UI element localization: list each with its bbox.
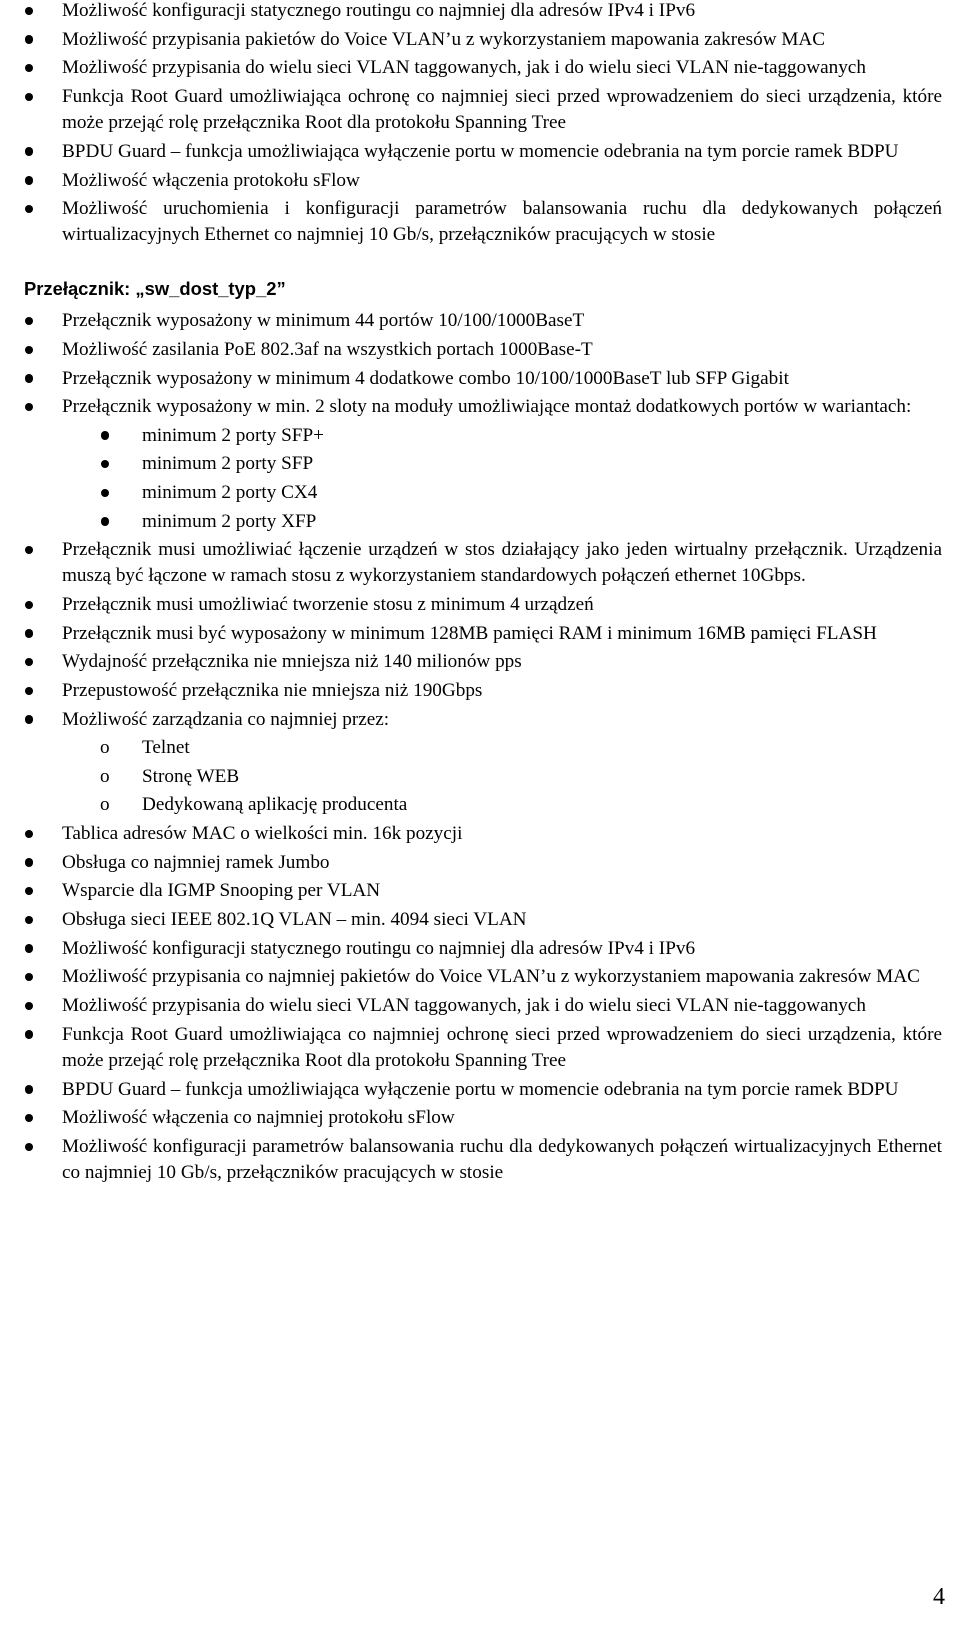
list-item-text: Obsługa co najmniej ramek Jumbo [62,851,330,873]
list-item-text: Tablica adresów MAC o wielkości min. 16k pozycji [62,823,463,844]
list-item [24,337,946,363]
sub-list-item-text: minimum 2 porty SFP+ [142,424,324,446]
sub-list-item [62,792,942,818]
sub-list-item-text: Dedykowaną aplikację producenta [142,794,408,816]
management-option-list [62,735,942,818]
list-item [24,878,946,904]
list-item [24,1022,946,1074]
list-item-text: Przełącznik musi umożliwiać łączenie urządzeń w stos działający jako jeden wirtualny przełącznik. Urządzenia muszą być łączone w ramach stosu z wykorzystaniem standardowych połączeń ethernet 10Gbps. [62,539,942,587]
sub-list-item-text: Stronę WEB [142,765,240,787]
list-item-text: Przełącznik wyposażony w minimum 44 portów 10/100/1000BaseT [62,310,585,332]
list-item [24,1134,946,1186]
list-item-text: BPDU Guard – funkcja umożliwiająca wyłączenie portu w momencie odebrania na tym porcie ramek BDPU [62,1078,899,1100]
list-item [24,537,946,589]
bullet-icon [25,176,33,184]
sub-list-item-text: Telnet [142,736,190,758]
list-item-text: Przełącznik wyposażony w min. 2 sloty na moduły umożliwiające montaż dodatkowych portów w wariantach: [62,396,912,418]
list-item-text: Obsługa sieci IEEE 802.1Q VLAN – min. 4094 sieci VLAN [62,909,527,931]
list-item-text: BPDU Guard – funkcja umożliwiająca wyłączenie portu w momencie odebrania na tym porcie ramek BDPU [62,140,899,162]
list-item [24,394,946,534]
list-item-text: Możliwość konfiguracji parametrów balansowania ruchu dla dedykowanych połączeń wirtualizacyjnych Ethernet co najmniej 10 Gb/s, przełączników pracujących w stosie [62,1135,942,1184]
bullet-icon [25,1030,33,1038]
bullet-icon [25,64,33,72]
list-item [24,678,946,704]
section-heading: Przełącznik: „sw_dost_typ_2” [24,278,286,300]
list-item [24,907,946,933]
list-item-text: Możliwość włączenia co najmniej protokołu sFlow [62,1107,455,1129]
bullet-icon [101,489,109,497]
list-item-text: Możliwość zasilania PoE 802.3af na wszystkich portach 1000Base-T [62,339,593,361]
list-item [24,1077,946,1103]
list-item-text: Możliwość włączenia protokołu sFlow [62,169,360,191]
bullet-icon [25,916,33,924]
list-item-text: Możliwość przypisania co najmniej pakietów do Voice VLAN’u z wykorzystaniem mapowania zakresów MAC [62,966,920,988]
list-item-text: Wsparcie dla IGMP Snooping per VLAN [62,880,381,902]
list-item [24,0,946,24]
bullet-icon [25,1085,33,1093]
sub-list-item [62,423,942,449]
sub-list-item-text: minimum 2 porty SFP [142,453,314,475]
bullet-icon [25,546,33,554]
bullet-icon [25,658,33,666]
bullet-icon [25,403,33,411]
list-item-text: Przepustowość przełącznika nie mniejsza niż 190Gbps [62,680,483,702]
sub-list-item [62,764,942,790]
slot-variant-list [62,423,942,535]
sub-list-item [62,451,942,477]
list-item [24,27,946,53]
feature-list-section1 [24,0,946,248]
bullet-icon [25,629,33,637]
list-item [24,993,946,1019]
list-item-text: Możliwość konfiguracji statycznego routingu co najmniej dla adresów IPv4 i IPv6 [62,937,696,959]
circle-marker-icon: o [100,736,110,758]
bullet-icon [101,460,109,468]
bullet-icon [25,35,33,43]
bullet-icon [25,1002,33,1010]
circle-marker-icon: o [100,765,110,787]
sub-list-item [62,480,942,506]
bullet-icon [25,944,33,952]
list-item-text: Możliwość przypisania do wielu sieci VLAN taggowanych, jak i do wielu sieci VLAN nie-taggowanych [62,995,866,1017]
bullet-icon [25,887,33,895]
sub-list-item-text: minimum 2 porty XFP [142,510,317,532]
bullet-icon [25,858,33,866]
bullet-icon [25,346,33,354]
list-item-text: Przełącznik musi umożliwiać tworzenie stosu z minimum 4 urządzeń [62,594,594,616]
list-item-text: Przełącznik wyposażony w minimum 4 dodatkowe combo 10/100/1000BaseT lub SFP Gigabit [62,367,789,389]
bullet-icon [25,7,33,15]
list-item [24,707,946,819]
list-item [24,964,946,990]
circle-marker-icon: o [100,794,110,816]
list-item [24,1105,946,1131]
list-item [24,821,946,847]
list-item-text: Możliwość przypisania pakietów do Voice VLAN’u z wykorzystaniem mapowania zakresów MAC [62,28,826,50]
list-item [24,168,946,194]
bullet-icon [25,715,33,723]
bullet-icon [101,431,109,439]
bullet-icon [25,147,33,155]
list-item-text: Przełącznik musi być wyposażony w minimum 128MB pamięci RAM i minimum 16MB pamięci FLASH [62,622,877,644]
list-item [24,55,946,81]
document-body [24,0,946,1189]
list-item [24,196,946,248]
list-item [24,850,946,876]
bullet-icon [101,517,109,525]
bullet-icon [25,973,33,981]
list-item [24,84,946,136]
feature-list-section2 [24,308,946,1186]
bullet-icon [25,205,33,213]
list-item-text: Możliwość zarządzania co najmniej przez: [62,708,390,730]
bullet-icon [25,374,33,382]
list-item-text: Funkcja Root Guard umożliwiająca co najmniej ochronę sieci przed wprowadzeniem do sieci urządzenia, które może przejąć rolę przełącznika Root dla protokołu Spanning Tree [62,1023,942,1071]
bullet-icon [25,687,33,695]
list-item-text: Funkcja Root Guard umożliwiająca ochronę co najmniej sieci przed wprowadzeniem do sieci urządzenia, które może przejąć rolę przełącznika Root dla protokołu Spanning Tree [62,86,942,134]
bullet-icon [25,1143,33,1151]
sub-list-item [62,509,942,535]
page-number: 4 [933,1584,945,1610]
list-item [24,592,946,618]
list-item [24,621,946,647]
bullet-icon [25,601,33,609]
bullet-icon [25,317,33,325]
sub-list-item-text: minimum 2 porty CX4 [142,481,318,503]
list-item-text: Możliwość uruchomienia i konfiguracji parametrów balansowania ruchu dla dedykowanych połączeń wirtualizacyjnych Ethernet co najmniej 10 Gb/s, przełączników pracujących w stosie [62,198,942,246]
list-item [24,649,946,675]
bullet-icon [25,830,33,838]
bullet-icon [25,1114,33,1122]
sub-list-item [62,735,942,761]
list-item-text: Wydajność przełącznika nie mniejsza niż 140 milionów pps [62,651,522,673]
list-item [24,366,946,392]
bullet-icon [25,93,33,101]
list-item [24,139,946,165]
list-item-text: Możliwość przypisania do wielu sieci VLAN taggowanych, jak i do wielu sieci VLAN nie-taggowanych [62,57,866,79]
list-item [24,936,946,962]
list-item [24,308,946,334]
list-item-text: Możliwość konfiguracji statycznego routingu co najmniej dla adresów IPv4 i IPv6 [62,0,696,21]
